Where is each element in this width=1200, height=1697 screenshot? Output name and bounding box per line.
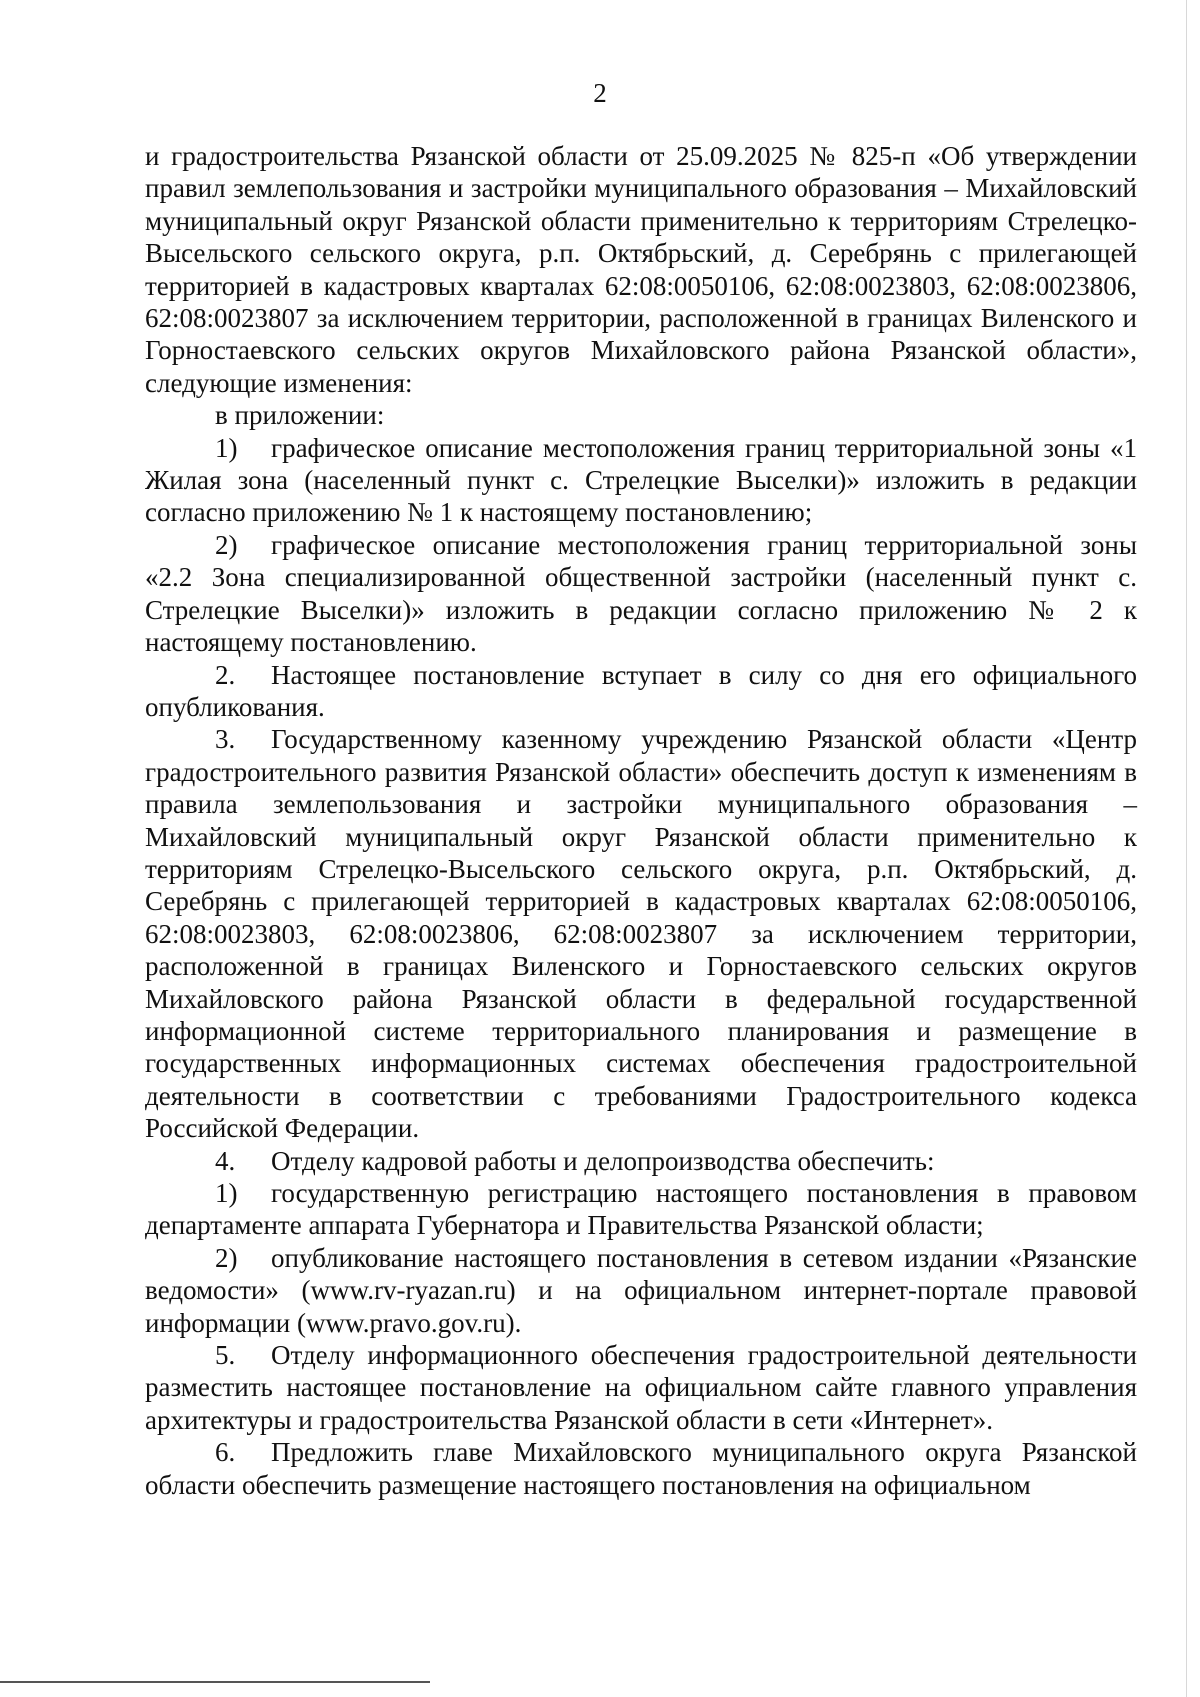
- list-item-1: [145, 432, 1137, 529]
- clause-number: 4.: [215, 1145, 236, 1176]
- clause-number: 5.: [215, 1340, 236, 1371]
- clause-text: Отделу кадровой работы и делопроизводства обеспечить:: [271, 1145, 935, 1176]
- clause-5: [145, 1339, 1137, 1436]
- clause-4: [145, 1145, 1137, 1177]
- clause-2: [145, 659, 1137, 724]
- list-item-2: [145, 529, 1137, 659]
- page-edge-shadow: [1186, 0, 1187, 1697]
- clause-6: [145, 1436, 1137, 1501]
- clause-3: [145, 723, 1137, 1144]
- clause-text: Государственному казенному учреждению Рязанской области «Центр градостроительного развития Рязанской области» обеспечить доступ к изменениям в правила землепользования и застройки муниципального образования – Михайловский муниципальный округ Рязанской области применительно к территориям Стрелецко-Высельского сельского округа, р.п. Октябрьский, д. Серебрянь с прилегающей территорией в кадастровых кварталах 62:08:0050106, 62:08:0023803, 62:08:0023806, 62:08:0023807 за исключением территории, расположенной в границах Виленского и Горностаевского сельских округов Михайловского района Рязанской области в федеральной государственной информационной системе территориального планирования и размещение в государственных информационных системах обеспечения градостроительной деятельности в соответствии с требованиями Градостроительного кодекса Российской Федерации.: [145, 724, 1137, 1144]
- clause-text: Предложить главе Михайловского муниципального округа Рязанской области обеспечить размещение настоящего постановления на официальном: [145, 1437, 1137, 1500]
- clause-number: 2.: [215, 659, 236, 690]
- list-item-number: 1): [215, 1178, 238, 1208]
- page-number: 2: [593, 78, 607, 108]
- list-item-text: графическое описание местоположения границ территориальной зоны «2.2 Зона специализированной общественной застройки (населенный пункт с. Стрелецкие Выселки)» изложить в редакции согласно приложению № 2 к настоящему постановлению.: [145, 529, 1137, 658]
- list-item-number: 1): [215, 432, 238, 463]
- clause-number: 6.: [215, 1437, 236, 1468]
- list-item-text: государственную регистрацию настоящего постановления в правовом департаменте аппарата Губернатора и Правительства Рязанской области;: [145, 1178, 1137, 1241]
- paragraph-appendix-intro: в приложении:: [215, 400, 385, 431]
- list-item-number: 2): [215, 529, 238, 560]
- subclause-4-2: [145, 1242, 1137, 1339]
- paragraph-continuation: и градостроительства Рязанской области от 25.09.2025 № 825-п «Об утверждении правил землепользования и застройки муниципального образования – Михайловский муниципальный округ Рязанской области применительно к территориям Стрелецко-Высельского сельского округа, р.п. Октябрьский, д. Серебрянь с прилегающей территорией в кадастровых кварталах 62:08:0050106, 62:08:0023803, 62:08:0023806, 62:08:0023807 за исключением территории, расположенной в границах Виленского и Горностаевского сельских округов Михайловского района Рязанской области», следующие изменения:: [145, 141, 1137, 398]
- document-body: [145, 140, 1137, 1501]
- list-item-number: 2): [215, 1242, 238, 1273]
- clause-number: 3.: [215, 724, 236, 755]
- list-item-text: графическое описание местоположения границ территориальной зоны «1 Жилая зона (населенный пункт с. Стрелецкие Выселки)» изложить в редакции согласно приложению № 1 к настоящему постановлению;: [145, 432, 1137, 528]
- clause-text: Настоящее постановление вступает в силу со дня его официального опубликования.: [145, 659, 1137, 722]
- bottom-scan-line: [0, 1681, 430, 1683]
- subclause-4-1: [145, 1177, 1137, 1242]
- list-item-text: опубликование настоящего постановления в сетевом издании «Рязанские ведомости» (www.rv-ryazan.ru) и на официальном интернет-портале правовой информации (www.pravo.gov.ru).: [145, 1242, 1137, 1338]
- clause-text: Отделу информационного обеспечения градостроительной деятельности разместить настоящее постановление на официальном сайте главного управления архитектуры и градостроительства Рязанской области в сети «Интернет».: [145, 1340, 1137, 1435]
